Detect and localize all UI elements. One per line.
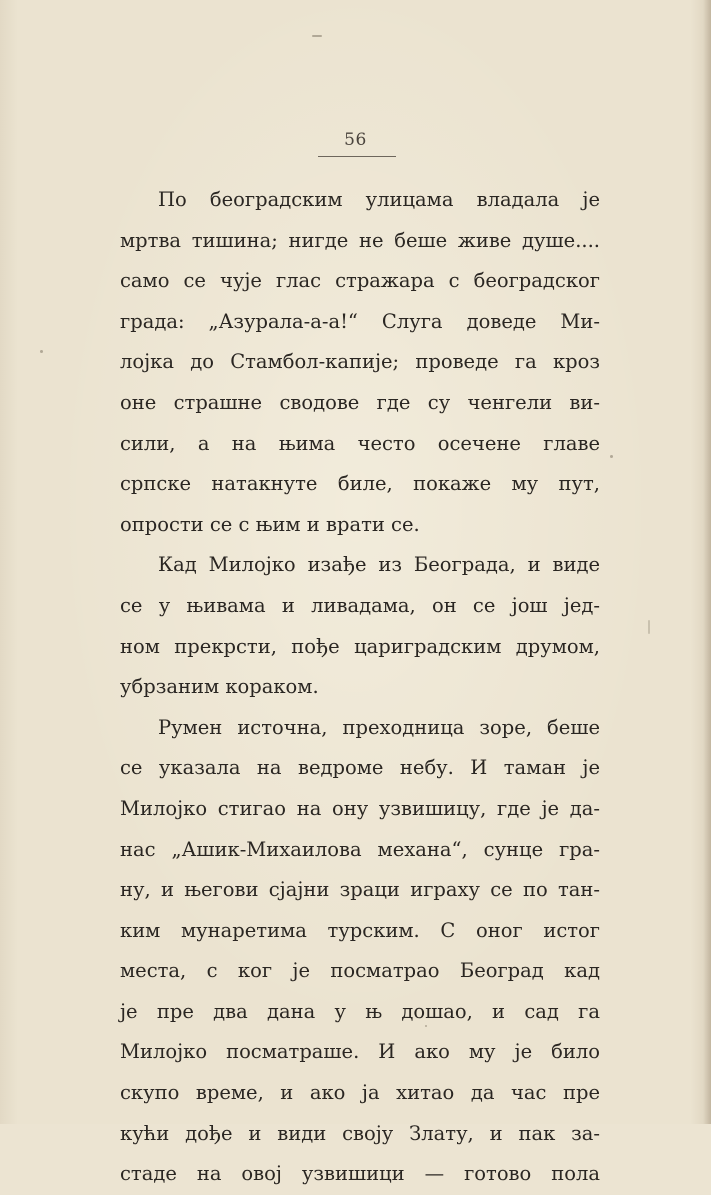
text-line: Милојко стигао на ону узвишицу, где је да- [120, 796, 600, 820]
paper-speck [40, 350, 43, 353]
text-line: ном прекрсти, пође цариградским друмом, [120, 634, 600, 658]
paper-speck [648, 620, 650, 634]
page-number: 56 [344, 130, 367, 150]
text-line: стаде на овој узвишици — готово пола [120, 1162, 600, 1186]
page-number-rule [318, 156, 396, 157]
text-line: се указала на ведроме небу. И таман је [120, 756, 600, 780]
text-line: убрзаним кораком. [120, 675, 319, 699]
text-line: опрости се с њим и врати се. [120, 512, 420, 536]
paper-speck [425, 1025, 427, 1027]
text-line: оне страшне сводове где су ченгели ви- [120, 390, 600, 414]
text-line: града: „Азурала-а-а!“ Слуга доведе Ми- [120, 309, 600, 333]
text-line: је пре два дана у њ дошао, и сад га [120, 999, 600, 1023]
text-line: места, с ког је посматрао Београд кад [120, 959, 600, 983]
page-edge-shadow [703, 0, 711, 1124]
text-line: се у њивама и ливадама, он се још јед- [120, 593, 600, 617]
text-line: Румен источна, преходница зоре, беше [158, 715, 600, 739]
text-line: лојка до Стамбол-капије; проведе га кроз [120, 350, 600, 374]
body-text [120, 180, 600, 1195]
text-line: кући дође и види своју Злату, и пак за- [120, 1121, 600, 1145]
paper-speck [312, 35, 322, 37]
paper-speck [610, 455, 613, 458]
text-line: нас „Ашик-Михаилова механа“, сунце гра- [120, 837, 600, 861]
text-line: скупо време, и ако ја хитао да час пре [120, 1081, 600, 1105]
text-line: српске натакнуте биле, покаже му пут, [120, 472, 600, 496]
text-line: сили, а на њима често осечене главе [120, 431, 600, 455]
text-line: Кад Милојко изађе из Београда, и виде [158, 553, 600, 577]
text-line: ну, и његови сјајни зраци играху се по тан- [120, 878, 600, 902]
text-line: Милојко посматраше. И ако му је било [120, 1040, 600, 1064]
text-line: само се чује глас стражара с београдског [120, 269, 600, 293]
text-line: мртва тишина; нигде не беше живе душе.... [120, 228, 600, 252]
text-line: ким мунаретима турским. С оног истог [120, 918, 600, 942]
text-line: По београдским улицама владала је [158, 188, 600, 211]
